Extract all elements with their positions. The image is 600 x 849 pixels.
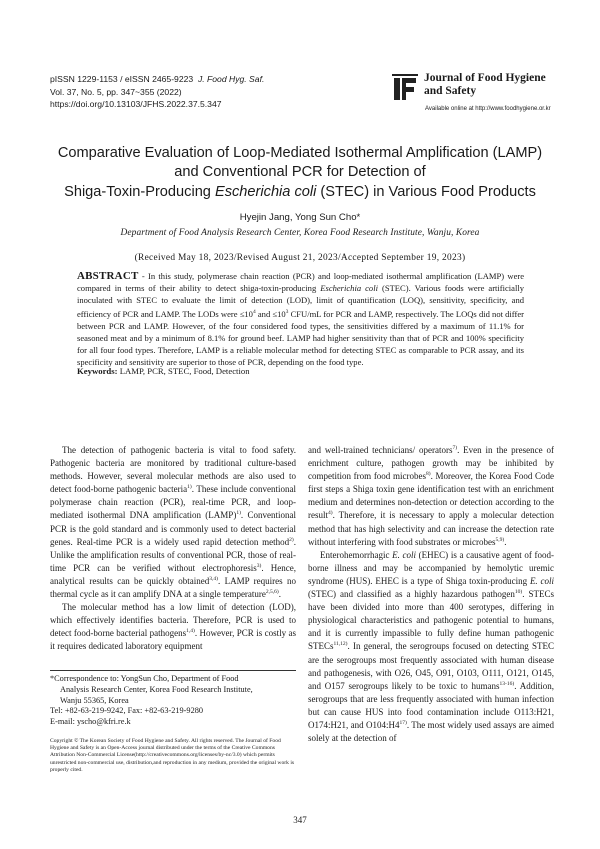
body-column-left: [50, 444, 296, 654]
copyright-notice: Copyright © The Korean Society of Food Hygiene and Safety. All rights reserved. The Journal of Food Hygiene and Safety is an Open-Access journal distributed under the terms of the Creative Commons Attribution Non-Commercial License(http://creativecommons.org/licenses/by-nc/3.0) which permits unrestricted non-commercial use, distribution,and reproduction in any medium, provided the original work is properly cited.: [50, 738, 295, 773]
authors: Hyejin Jang, Yong Sun Cho*: [239, 212, 361, 223]
footnote-divider: [50, 670, 296, 671]
journal-emblem-icon: [392, 74, 418, 102]
received-dates: (Received May 18, 2023/Revised August 21, 2023/Accepted September 19, 2023): [134, 253, 466, 263]
paragraph: The detection of pathogenic bacteria is vital to food safety. Pathogenic bacteria are monitored by traditional culture-based methods. However, several molecular methods are also used to detect food-borne pathogenic bacteria$^{1)}$. These include conventional polymerase chain reaction (PCR), real-time PCR, and loop-mediated isothermal DNA amplification (LAMP)$^{1)}$. Conventional PCR is the gold standard and is commonly used to detect bacterial genes. Real-time PCR is a widely used rapid detection method$^{2)}$. Unlike the amplification results of conventional PCR, those of real-time PCR can be verified without electrophoresis$^{3)}$. Hence, analytical results can be quickly obtained$^{3,4)}$. LAMP requires no thermal cycle as it can amplify DNA at a single temperature$^{2,5,6)}$.: [50, 445, 296, 600]
abstract: ABSTRACT - In this study, polymerase chain reaction (PCR) and loop-mediated isothermal amplification (LAMP) were compared in terms of their ability to detect shiga-toxin-producing Escherichia coli (STEC). Various foods were artificially inoculated with STEC to evaluate the limit of detection (LOD), limit of quantification (LOQ), sensitivity, specificity, and efficiency of PCR and LAMP. The LODs were $\le 10^4$ and $\le 10^3$ CFU/mL for PCR and LAMP, respectively. The LOQs did not differ between PCR and LAMP. However, of the four considered food types, the sensitivities differed by a maximum of 11.1% for seasoned meat and by a minimum of 8.1% for ground beef. LAMP had higher sensitivity than that of PCR and 100% specificity for all four food types. Therefore, LAMP is a reliable molecular method for detecting STEC as comparable to PCR assay, and its specificity and sensitivity are superior to those of PCR, depending on the food type.: [77, 270, 524, 367]
doi-link[interactable]: https://doi.org/10.13103/JFHS.2022.37.5.347: [50, 99, 222, 110]
correspondence-note: *Correspondence to: YongSun Cho, Department of Food Analysis Research Center, Korea Food Research Institute, Wanju 55365, Korea Tel: +82-63-219-9242, Fax: +82-63-219-9280 E-mail: yscho@kfri.re.k: [50, 674, 296, 728]
journal-abbrev: J. Food Hyg. Saf.: [197, 74, 265, 84]
contact-phone: Tel: +82-63-219-9242, Fax: +82-63-219-9280: [50, 706, 204, 716]
affiliation: Department of Food Analysis Research Center, Korea Food Research Institute, Wanju, Korea: [120, 228, 480, 238]
issn-line: pISSN 1229-1153 / eISSN 2465-9223 J. Food Hyg. Saf.: [50, 74, 265, 84]
paragraph: The molecular method has a low limit of detection (LOD), which effectively identifies bacteria. Therefore, PCR is used to detect food-borne bacterial pathogens$^{1,4)}$. However, PCR is costly as it requires dedicated laboratory equipment: [50, 602, 296, 652]
journal-name: Journal of Food Hygiene and Safety: [424, 72, 546, 97]
keywords: Keywords: LAMP, PCR, STEC, Food, Detection: [77, 366, 250, 376]
article-metadata: [50, 73, 264, 111]
contact-email[interactable]: E-mail: yscho@kfri.re.k: [50, 717, 131, 727]
paragraph: and well-trained technicians/ operators$^{7)}$. Even in the presence of enrichment culture, pathogen growth may be inhibited by competition from food microbes$^{8)}$. Moreover, the Korea Food Code first steps a Shiga toxin gene identification test with an enrichment medium and determines non-detection or detection according to the result$^{4)}$. Therefore, it is necessary to apply a molecular detection method that has high selectivity and can increase the detection rate without interfering with food substrates or microbes$^{5,9)}$.: [308, 445, 554, 547]
body-column-right: [308, 444, 554, 745]
paper-title: Comparative Evaluation of Loop-Mediated Isothermal Amplification (LAMP) and Conventional PCR for Detection of Shiga-Toxin-Producing Escherichia coli (STEC) in Various Food Products: [57, 145, 543, 200]
journal-logo: [392, 72, 572, 118]
journal-url[interactable]: Available online at http://www.foodhygiene.or.kr: [425, 106, 551, 112]
paragraph: Enterohemorrhagic E. coli (EHEC) is a causative agent of food-borne illness and may be accompanied by hemolytic uremic syndrome (HUS). EHEC is a type of Shiga toxin-producing E. coli (STEC) and classified as a highly hazardous pathogen$^{10)}$. STECs have been divided into more than 400 serotypes, differing in physiological characteristics and pathogenic potential to humans, and it is currently impassible to fully define human pathogenic STECs$^{11,12)}$. In general, the serogroups focused on detecting STEC are the serogroups most frequently associated with human disease and pathogenesis, with O26, O45, O91, O103, O111, O121, O145, and O157 serogroups likely to be toxic to humans$^{13-16)}$. Addition, serogroups that are less frequently associated with human infection but can cause HUS into food contamination include O113:H21, O174:H21, and O104:H4$^{17)}$. The most widely used assays are aimed solely at the detection of: [308, 549, 555, 744]
page-number: 347: [293, 815, 307, 825]
abstract-heading: ABSTRACT: [77, 270, 139, 282]
volume-line: Vol. 37, No. 5, pp. 347~355 (2022): [50, 86, 182, 97]
